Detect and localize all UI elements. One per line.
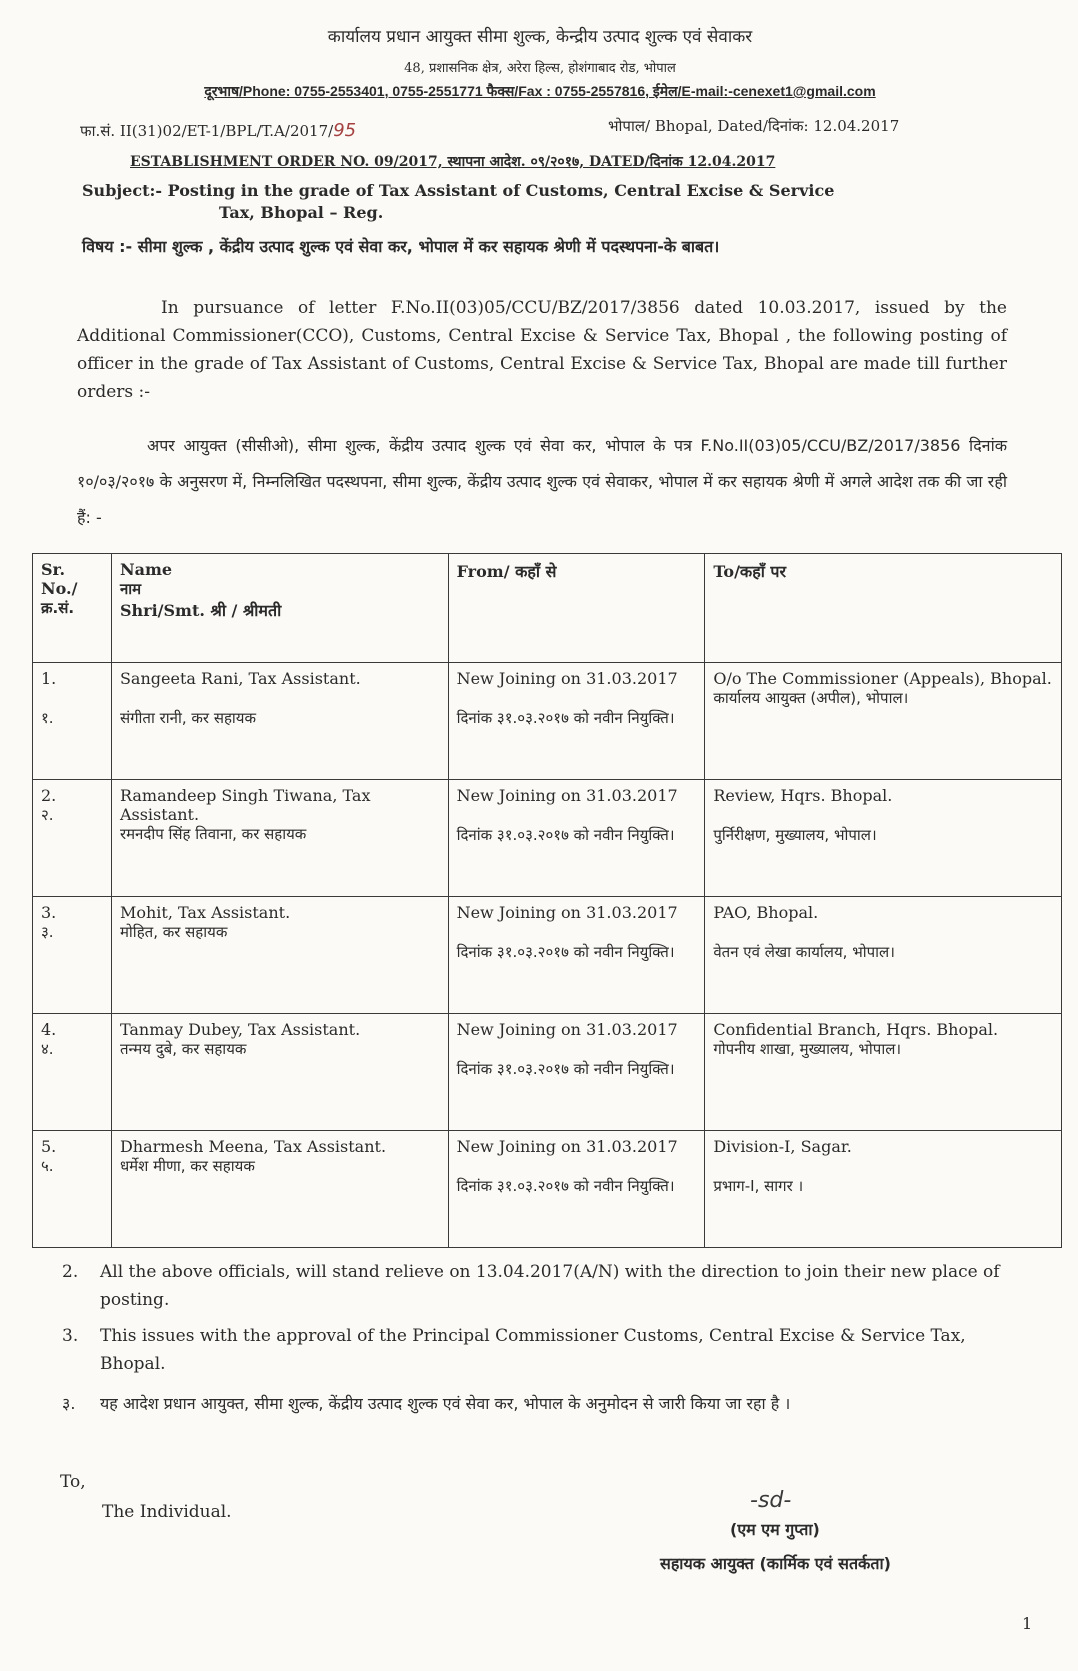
order-points [62, 1258, 1032, 1430]
header-name-line: नाम [119, 580, 142, 598]
to-hi: वेतन एवं लेखा कार्यालय, भोपाल। [713, 943, 895, 961]
header-sr-line: क्र.सं. [41, 599, 75, 617]
name-en: Tanmay Dubey, Tax Assistant. [119, 1020, 361, 1039]
subject-english [82, 180, 982, 224]
point-text: यह आदेश प्रधान आयुक्त, सीमा शुल्क, केंद्रीय उत्पाद शुल्क एवं सेवा कर, भोपाल के अनुमोदन से जारी किया जा रहा है । [100, 1394, 791, 1413]
order-title: ESTABLISHMENT ORDER NO. 09/2017, स्थापना आदेश. ०९/२०१७, DATED/दिनांक 12.04.2017 [130, 154, 776, 170]
office-address: 48, प्रशासनिक क्षेत्र, अरेरा हिल्स, होशंगाबाद रोड, भोपाल [404, 61, 676, 76]
cell-to [705, 897, 1062, 1014]
table-row [33, 897, 1062, 1014]
signature: -sd- [750, 1488, 792, 1513]
point-text: This issues with the approval of the Principal Commissioner Customs, Central Excise & Service Tax, Bhopal. [100, 1326, 966, 1374]
list-item [62, 1322, 1032, 1378]
contact-line: दूरभाष/Phone: 0755-2553401, 0755-2551771 फैक्स/Fax : 0755-2557816, ईमेल/E-mail:-cenexet1@gmail.com [204, 83, 876, 99]
from-hi: दिनांक ३१.०३.२०१७ को नवीन नियुक्ति। [456, 1177, 675, 1195]
table-row [33, 1014, 1062, 1131]
from-hi: दिनांक ३१.०३.२०१७ को नवीन नियुक्ति। [456, 943, 675, 961]
cell-to [705, 1131, 1062, 1248]
header-from: From/ कहाँ से [448, 554, 705, 663]
from-en: New Joining on 31.03.2017 [456, 786, 678, 805]
cell-sr [33, 663, 112, 780]
point-number: 3. [62, 1326, 79, 1346]
name-hi: मोहित, कर सहायक [119, 923, 228, 941]
table-row [33, 1131, 1062, 1248]
header-name [111, 554, 448, 663]
name-hi: रमनदीप सिंह तिवाना, कर सहायक [119, 825, 307, 843]
name-hi: तन्मय दुबे, कर सहायक [119, 1040, 247, 1058]
cell-name [111, 897, 448, 1014]
name-en: Dharmesh Meena, Tax Assistant. [119, 1137, 387, 1156]
file-number-text: फा.सं. II(31)02/ET-1/BPL/T.A/2017/ [80, 122, 334, 140]
cell-sr [33, 780, 112, 897]
cell-name [111, 1131, 448, 1248]
table-row [33, 663, 1062, 780]
cell-name [111, 663, 448, 780]
to-label: To, [60, 1472, 86, 1492]
name-en: Ramandeep Singh Tiwana, Tax Assistant. [119, 786, 371, 824]
header-name-line: Name [119, 560, 173, 579]
name-hi: संगीता रानी, कर सहायक [119, 709, 257, 727]
sr-en: 1. [41, 669, 57, 688]
page-number: 1 [1022, 1614, 1033, 1633]
sr-en: 5. [41, 1137, 57, 1156]
header-to: To/कहाँ पर [705, 554, 1062, 663]
sr-hi: १. [41, 709, 54, 727]
cell-from [448, 1131, 705, 1248]
point-number: 2. [62, 1262, 79, 1282]
office-title: कार्यालय प्रधान आयुक्त सीमा शुल्क, केन्द्रीय उत्पाद शुल्क एवं सेवाकर [327, 27, 753, 47]
list-item [62, 1386, 1032, 1422]
from-en: New Joining on 31.03.2017 [456, 669, 678, 688]
cell-from [448, 780, 705, 897]
cell-to [705, 663, 1062, 780]
name-en: Sangeeta Rani, Tax Assistant. [119, 669, 361, 688]
subject-line-2: Tax, Bhopal – Reg. [219, 203, 384, 222]
from-hi: दिनांक ३१.०३.२०१७ को नवीन नियुक्ति। [456, 1060, 675, 1078]
cell-name [111, 1014, 448, 1131]
paragraph-english: In pursuance of letter F.No.II(03)05/CCU/BZ/2017/3856 dated 10.03.2017, issued by the Additional Commissioner(CCO), Customs, Central Excise & Service Tax, Bhopal , the following posting of officer in the grade of Tax Assistant of Customs, Central Excise & Service Tax, Bhopal are made till further orders :- [77, 298, 1007, 402]
recipient: The Individual. [102, 1502, 232, 1522]
sr-en: 4. [41, 1020, 57, 1039]
from-hi: दिनांक ३१.०३.२०१७ को नवीन नियुक्ति। [456, 709, 675, 727]
from-en: New Joining on 31.03.2017 [456, 1020, 678, 1039]
sr-en: 2. [41, 786, 57, 805]
header-sr-line: Sr. [41, 560, 66, 579]
point-number: ३. [62, 1394, 76, 1413]
cell-from [448, 1014, 705, 1131]
cell-name [111, 780, 448, 897]
to-en: Confidential Branch, Hqrs. Bhopal. [713, 1020, 999, 1039]
table-header-row [33, 554, 1062, 663]
paragraph-hindi: अपर आयुक्त (सीसीओ), सीमा शुल्क, केंद्रीय उत्पाद शुल्क एवं सेवा कर, भोपाल के पत्र F.No.II(03)05/CCU/BZ/2017/3856 दिनांक १०/०३/२०१७ के अनुसरण में, निम्नलिखित पदस्थपना, सीमा शुल्क, केंद्रीय उत्पाद शुल्क एवं सेवाकर, भोपाल में कर सहायक श्रेणी में अगले आदेश तक की जा रही हैं: - [77, 436, 1007, 527]
from-en: New Joining on 31.03.2017 [456, 1137, 678, 1156]
sr-hi: २. [41, 806, 54, 824]
table-row [33, 780, 1062, 897]
header-sr-line: No./ [41, 579, 78, 598]
file-number [80, 120, 356, 141]
subject-line-1: Subject:- Posting in the grade of Tax Assistant of Customs, Central Excise & Service [82, 181, 835, 200]
cell-from [448, 663, 705, 780]
dated-line: भोपाल/ Bhopal, Dated/दिनांक: 12.04.2017 [608, 117, 900, 135]
to-hi: कार्यालय आयुक्त (अपील), भोपाल। [713, 689, 909, 707]
to-en: PAO, Bhopal. [713, 903, 819, 922]
cell-sr [33, 1131, 112, 1248]
signer-designation: सहायक आयुक्त (कार्मिक एवं सतर्कता) [660, 1554, 891, 1573]
sr-en: 3. [41, 903, 57, 922]
sr-hi: ५. [41, 1157, 54, 1175]
to-en: Review, Hqrs. Bhopal. [713, 786, 893, 805]
name-hi: धर्मेश मीणा, कर सहायक [119, 1157, 255, 1175]
to-hi: गोपनीय शाखा, मुख्यालय, भोपाल। [713, 1040, 902, 1058]
cell-sr [33, 897, 112, 1014]
cell-to [705, 1014, 1062, 1131]
point-text: All the above officials, will stand relieve on 13.04.2017(A/N) with the direction to join their new place of posting. [100, 1262, 1000, 1310]
signer-name: (एम एम गुप्ता) [730, 1520, 820, 1539]
sr-hi: ३. [41, 923, 54, 941]
file-number-handwritten: 95 [333, 120, 357, 141]
posting-table [32, 553, 1062, 1248]
header-sr [33, 554, 112, 663]
cell-to [705, 780, 1062, 897]
name-en: Mohit, Tax Assistant. [119, 903, 291, 922]
to-hi: पुर्निरीक्षण, मुख्यालय, भोपाल। [713, 826, 877, 844]
list-item [62, 1258, 1032, 1314]
header-name-line: Shri/Smt. श्री / श्रीमती [119, 601, 282, 620]
cell-from [448, 897, 705, 1014]
to-hi: प्रभाग-I, सागर । [713, 1177, 804, 1195]
to-en: Division-I, Sagar. [713, 1137, 852, 1156]
from-en: New Joining on 31.03.2017 [456, 903, 678, 922]
sr-hi: ४. [41, 1040, 54, 1058]
cell-sr [33, 1014, 112, 1131]
from-hi: दिनांक ३१.०३.२०१७ को नवीन नियुक्ति। [456, 826, 675, 844]
to-en: O/o The Commissioner (Appeals), Bhopal. [713, 669, 1052, 688]
subject-hindi: विषय :- सीमा शुल्क , केंद्रीय उत्पाद शुल्क एवं सेवा कर, भोपाल में कर सहायक श्रेणी में पदस्थपना-के बाबत। [82, 237, 720, 256]
